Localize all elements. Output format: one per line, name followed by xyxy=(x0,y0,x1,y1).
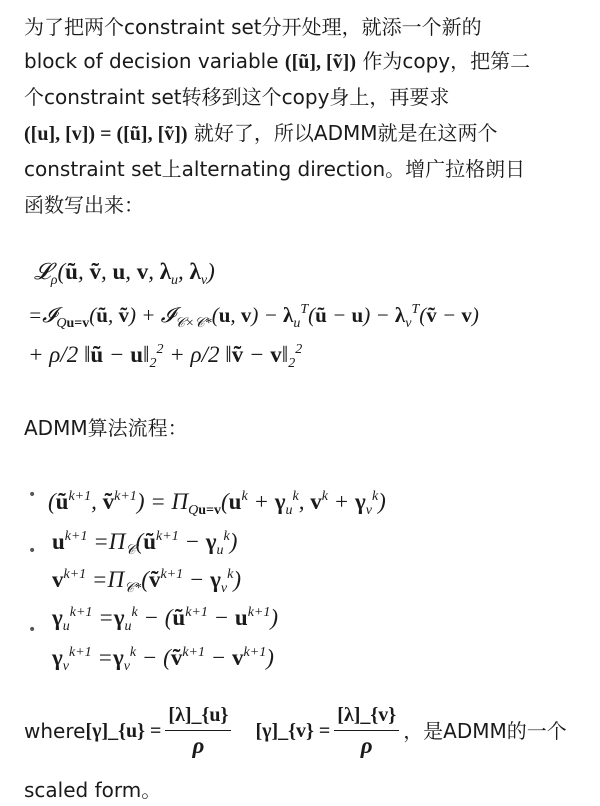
math-inline: ([ũ], [ṽ]) xyxy=(284,51,356,73)
paragraph-line xyxy=(24,118,498,149)
fraction xyxy=(165,700,231,761)
bullet: • xyxy=(28,622,37,638)
lagrangian-line-2: =𝓘$_{Qu=v}$(ũ, ṽ) + 𝓘$_{𝒞\times 𝒞*}$(u, $v) - \lambda_u^T(ũ - u)$ − $\lambda_v^T(ṽ - v)$ xyxy=(28,302,479,331)
step-1: ($ũ^{k+1}$, ṽ$^{k+1}$) = $\Pi_{Qu=v}(u^k + \gamma_u^k$, $v^k + \gamma_v^k$) xyxy=(48,489,386,518)
denominator: ρ xyxy=(360,733,373,758)
paragraph-line: 函数写出来： xyxy=(24,193,144,217)
step-2: $u^{k+1}$ $=\Pi_𝒞(ũ^{k+1} - \gamma_u^k)$ xyxy=(52,529,238,558)
numerator: [λ]_{u} xyxy=(165,700,231,731)
math-inline: ([u], [v]) = ([ũ], [ṽ]) xyxy=(24,123,188,145)
text: 作为copy，把第二 xyxy=(356,49,531,73)
paragraph-line: scaled form。 xyxy=(24,778,162,802)
lagrangian-line-3: + ρ/2 ‖ũ − $u‖_2^2 + \rho/2$ ‖ṽ − $v‖_2^2$ xyxy=(28,342,303,371)
denominator: ρ xyxy=(192,733,205,758)
text: block of decision variable xyxy=(24,49,285,73)
where-line xyxy=(24,700,567,761)
bullet: • xyxy=(28,543,37,559)
paragraph-line: constraint set上alternating direction。增广拉格朗日 xyxy=(24,157,526,181)
text: where xyxy=(24,718,86,743)
math-inline: [γ]_{u} = xyxy=(85,719,162,742)
text: 就好了，所以ADMM就是在这两个 xyxy=(187,121,498,145)
bullet: • xyxy=(28,487,37,503)
paragraph-line: 个constraint set转移到这个copy身上，再要求 xyxy=(24,85,450,109)
step-4: $\gamma_u^{k+1} =\gamma_u^k$ − $(ũ^{k+1} - u^{k+1})$ xyxy=(52,605,279,634)
math-inline: [γ]_{v} = xyxy=(255,719,331,742)
numerator: [λ]_{v} xyxy=(334,700,399,731)
text: ，是ADMM的一个 xyxy=(403,718,567,743)
step-3: $v^{k+1}$ $=\Pi_{𝒞*}(ṽ^{k+1} - \gamma_v^k)$ xyxy=(52,567,242,596)
paragraph-line xyxy=(24,46,530,77)
fraction xyxy=(334,700,399,761)
lagrangian-line-1: 𝓛$_\rho$(ũ, ṽ, u, v, $\lambda_u$, $\lambda_v$) xyxy=(34,259,215,288)
algorithm-title: ADMM算法流程： xyxy=(24,416,188,440)
paragraph-line: 为了把两个constraint set分开处理，就添一个新的 xyxy=(24,15,482,39)
step-5: $\gamma_v^{k+1} =\gamma_v^k$ − (ṽ$^{k+1}$ − $v^{k+1}$) xyxy=(52,645,274,674)
